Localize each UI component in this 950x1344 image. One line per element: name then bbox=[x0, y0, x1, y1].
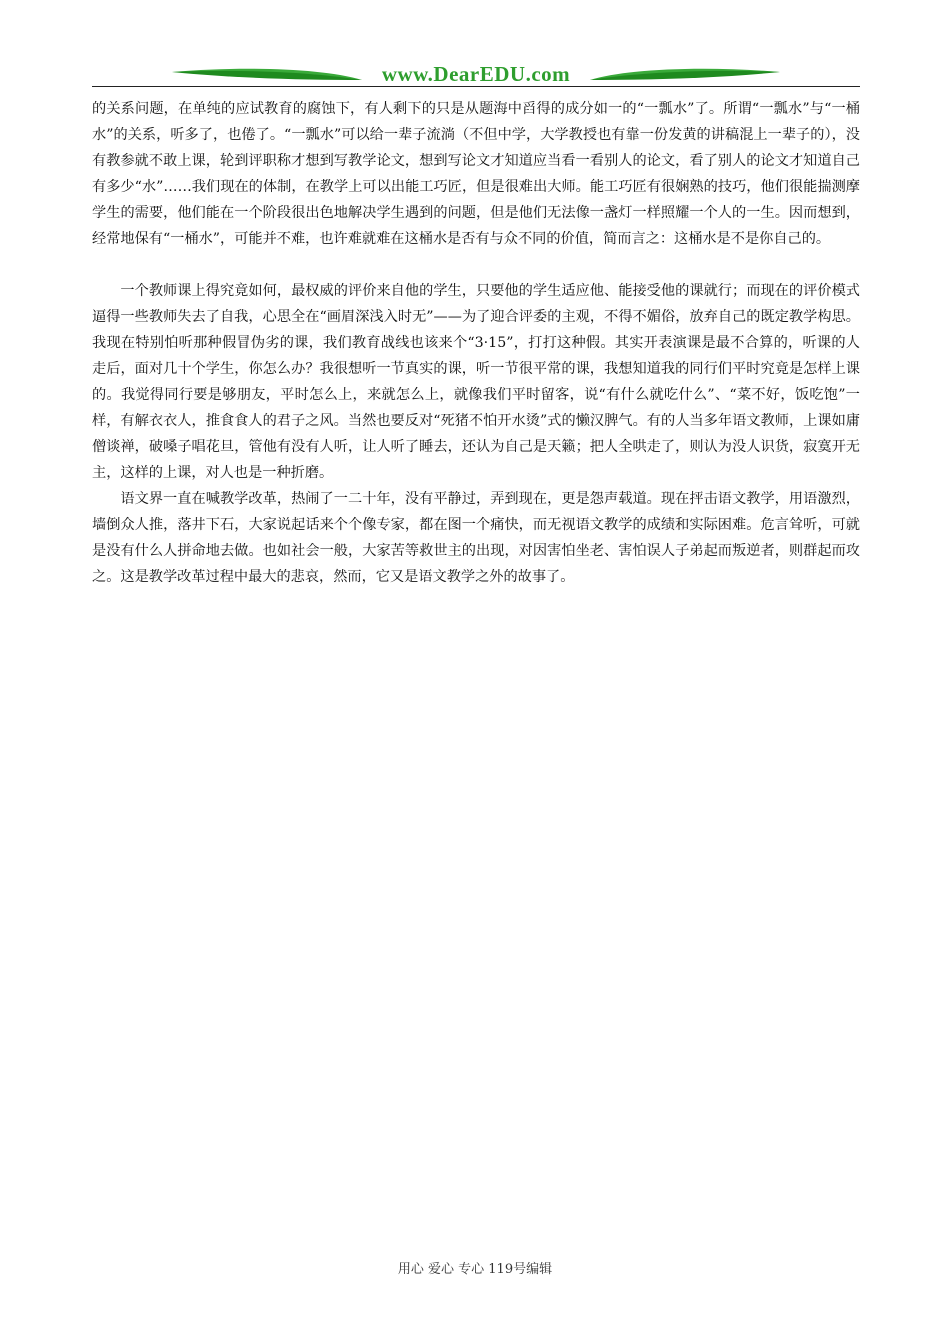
page-footer: 用心 爱心 专心 119号编辑 bbox=[397, 1262, 553, 1277]
header-rule bbox=[92, 86, 860, 87]
paragraph-2: 一个教师课上得究竟如何，最权威的评价来自他的学生，只要他的学生适应他、能接受他的课就行；而现在的评价模式逼得一些教师失去了自我，心思全在“画眉深浅入时无”——为了迎合评委的主观，不得不媚俗，放弃自己的既定教学构思。我现在特别怕听那种假冒伪劣的课，我们教育战线也该来个“3·15”，打打这种假。其实开表演课是最不合算的，听课的人走后，面对几十个学生，你怎么办？我很想听一节真实的课，听一节很平常的课，我想知道我的同行们平时究竟是怎样上课的。我觉得同行要是够朋友，平时怎么上，来就怎么上，就像我们平时留客，说“有什么就吃什么”、“菜不好，饭吃饱”一样，有解衣衣人，推食食人的君子之风。当然也要反对“死猪不怕开水烫”式的懒汉脾气。有的人当多年语文教师，上课如庸僧谈禅，破嗓子唱花旦，管他有没有人听，让人听了睡去，还认为自己是天籁；把人全哄走了，则认为没人识货，寂寞开无主，这样的上课，对人也是一种折磨。 bbox=[92, 283, 860, 481]
page-header bbox=[92, 60, 860, 90]
document-body bbox=[92, 96, 860, 590]
paragraph-1: 的关系问题，在单纯的应试教育的腐蚀下，有人剩下的只是从题海中舀得的成分如一的“一瓢水”了。所谓“一瓢水”与“一桶水”的关系，听多了，也倦了。“一瓢水”可以给一辈子流淌（不但中学，大学教授也有靠一份发黄的讲稿混上一辈子的），没有教参就不敢上课，轮到评职称才想到写教学论文，想到写论文才知道应当看一看别人的论文，看了别人的论文才知道自己有多少“水”……我们现在的体制，在教学上可以出能工巧匠，但是很难出大师。能工巧匠有很娴熟的技巧，他们很能揣测摩学生的需要，他们能在一个阶段很出色地解决学生遇到的问题，但是他们无法像一盏灯一样照耀一个人的一生。因而想到，经常地保有“一桶水”，可能并不难，也许难就难在这桶水是否有与众不同的价值，简而言之：这桶水是不是你自己的。 bbox=[92, 101, 860, 247]
brand-logo-text: www.DearEDU.com bbox=[381, 62, 571, 86]
paragraph-3: 语文界一直在喊教学改革，热闹了一二十年，没有平静过，弄到现在，更是怨声载道。现在抨击语文教学，用语激烈，墙倒众人推，落井下石，大家说起话来个个像专家，都在图一个痛快，而无视语文教学的成绩和实际困难。危言耸听，可就是没有什么人拼命地去做。也如社会一般，大家苦等救世主的出现，对因害怕坐老、害怕误人子弟起而叛逆者，则群起而攻之。这是教学改革过程中最大的悲哀，然而，它又是语文教学之外的故事了。 bbox=[92, 491, 860, 585]
